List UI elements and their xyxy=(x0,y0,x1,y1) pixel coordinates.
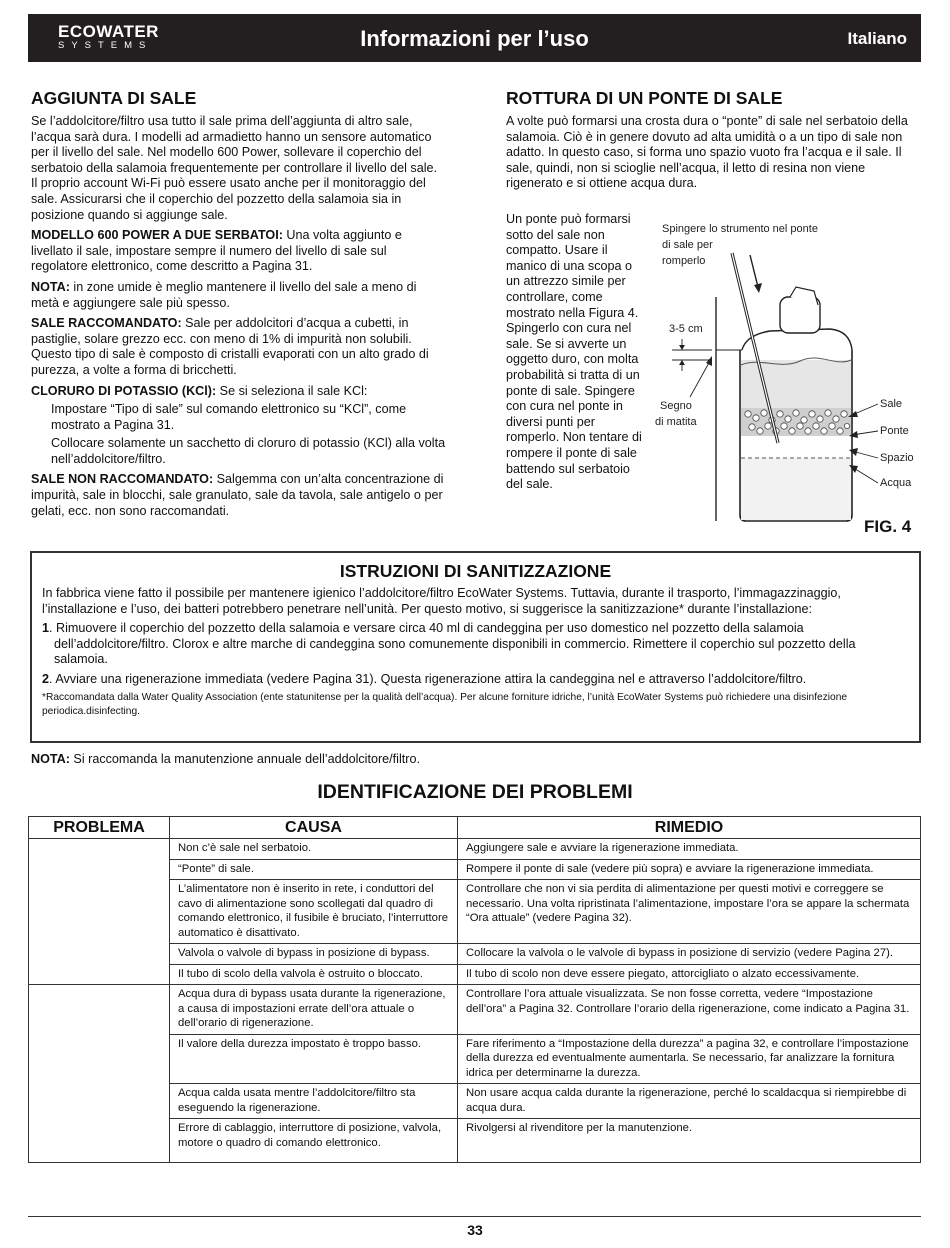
figure-caption: FIG. 4 xyxy=(864,517,912,536)
fig-label-spazio: Spazio xyxy=(880,452,914,464)
brine-tank-drawing xyxy=(672,253,878,521)
fig-label-push-3: romperlo xyxy=(662,255,706,267)
rottura-p2: Un ponte può formarsi sotto del sale non compatto. Usare il manico di una scopa o un attrezzo simile per controllare, come mostrato nella Figura 4. Spingerlo con cura nel sale. Se si avverte un oggetto duro, con molta probabilità si tratta di un ponte di sale. Spingere con cura nel ponte in diversi punti per romperlo. Non tentare di rompere il ponte di sale battendo sul serbatoio del sale. xyxy=(506,212,642,492)
rottura-section xyxy=(506,88,921,192)
table-row xyxy=(29,985,921,1035)
sanitizzazione-footnote: *Raccomandata dalla Water Quality Association (ente statunitense per la qualità dell’acqua). Per alcune forniture idriche, l’unità EcoWater Systems può richiedere una disinfezione periodica.disinfecting. xyxy=(42,691,848,717)
cause-cell: “Ponte” di sale. xyxy=(170,859,458,880)
remedy-cell: Aggiungere sale e avviare la rigenerazione immediata. xyxy=(458,839,921,860)
sanitizzazione-step-2: 2. Avviare una rigenerazione immediata (vedere Pagina 31). Questa rigenerazione attira la candeggina nel e attraverso l’addolcitore/filtro. xyxy=(42,671,807,686)
sanitizzazione-intro: In fabbrica viene fatto il possibile per mantenere igienico l’addolcitore/filtro EcoWater Systems. Tuttavia, durante il trasporto, l’immagazzinaggio, l’installazione e l’uso, dei batteri potrebbero penetrare nell’unità. Per questo motivo, si suggerisce la sanitizzazione* durante l’installazione: xyxy=(42,586,841,616)
aggiunta-p5-item2: Collocare solamente un sacchetto di cloruro di potassio (KCl) alla volta nell’addolcitore/filtro. xyxy=(51,436,446,466)
page-header xyxy=(28,14,921,62)
remedy-cell: Il tubo di scolo non deve essere piegato, attorcigliato o alzato eccessivamente. xyxy=(458,964,921,985)
rottura-p1: A volte può formarsi una crosta dura o “ponte” di sale nel serbatoio della salamoia. Ciò è in genere dovuto ad alta umidità o a un tipo di sale non adatto. In questo caso, si forma uno spazio vuoto fra l’acqua e il sale. Il sale, quindi, non si scioglie nell’acqua, il letto di resina non viene rigenerato e si ottiene acqua dura. xyxy=(506,114,908,191)
problemi-title: IDENTIFICAZIONE DEI PROBLEMI xyxy=(317,781,633,803)
cause-cell: L’alimentatore non è inserito in rete, i conduttori del cavo di alimentazione sono scollegati dal quadro di comando elettronico, il fusibile è bruciato, l’interruttore automatico è disattivato. xyxy=(170,880,458,944)
cause-cell: Il valore della durezza impostato è troppo basso. xyxy=(170,1034,458,1084)
sanitizzazione-step-1: 1. Rimuovere il coperchio del pozzetto della salamoia e versare circa 40 ml di candeggina per uso domestico nel pozzetto della salamoia dell’addolcitore/filtro. Clorox e altre marche di candeggina sono comunemente disponibili in commercio. Rimettere il coperchio sul pozzetto della salamoia. xyxy=(42,621,856,667)
cause-cell: Acqua calda usata mentre l’addolcitore/filtro sta eseguendo la rigenerazione. xyxy=(170,1084,458,1119)
troubleshooting-table xyxy=(28,816,921,1163)
aggiunta-p3: NOTA: in zone umide è meglio mantenere il livello del sale a meno di metà e aggiungere sale più spesso. xyxy=(31,279,417,310)
fig-label-push-2: di sale per xyxy=(662,239,713,251)
fig-label-segno-2: di matita xyxy=(655,416,697,428)
table-header-row xyxy=(29,817,921,839)
page-number: 33 xyxy=(467,1222,483,1238)
cause-cell: Il tubo di scolo della valvola è ostruito o bloccato. xyxy=(170,964,458,985)
aggiunta-p5: CLORURO DI POTASSIO (KCl): Se si seleziona il sale KCl: xyxy=(31,383,368,398)
fig-label-cm: 3-5 cm xyxy=(669,323,703,335)
remedy-cell: Fare riferimento a “Impostazione della durezza” a pagina 32, e controllare l’impostazione della durezza ed eventualmente aumentarla. Se necessario, far analizzare la fornitura idrica per determinarne la durezza. xyxy=(458,1034,921,1084)
remedy-cell: Non usare acqua calda durante la rigenerazione, perché lo scaldacqua si riempirebbe di acqua dura. xyxy=(458,1084,921,1119)
aggiunta-p1: Se l’addolcitore/filtro usa tutto il sale prima dell’aggiunta di altro sale, l’acqua sarà dura. I modelli ad armadietto hanno un sensore automatico per il livello del sale. Nel modello 600 Power, sollevare il coperchio del serbatoio della salamoia frequentemente per controllare il livello del sale. Il proprio account Wi-Fi può essere usato anche per il monitoraggio del sale. Assicurarsi che il coperchio del pozzetto della salamoia sia in posizione quando si aggiunge sale. xyxy=(31,114,438,222)
footer-divider xyxy=(28,1216,921,1217)
fig-label-segno-1: Segno xyxy=(660,400,692,412)
aggiunta-p2: MODELLO 600 POWER A DUE SERBATOI: Una volta aggiunto e livellato il sale, impostare sempre il numero del livello di sale sul regolatore elettronico, come descritto a Pagina 31. xyxy=(31,228,402,274)
cause-cell: Valvola o valvole di bypass in posizione di bypass. xyxy=(170,944,458,965)
logo-brand: ECOWATER xyxy=(58,22,159,41)
cause-cell: Non c’è sale nel serbatoio. xyxy=(170,839,458,860)
header-causa: CAUSA xyxy=(170,817,458,839)
remedy-cell: Controllare l’ora attuale visualizzata. Se non fosse corretta, vedere “Impostazione dell’ora” a Pagina 32. Controllare l’orario della rigenerazione, come indicato a Pagina 31. xyxy=(458,985,921,1035)
page-title: Informazioni per l’uso xyxy=(360,26,589,51)
rottura-title: ROTTURA DI UN PONTE DI SALE xyxy=(506,88,783,108)
cause-cell: Errore di cablaggio, interruttore di posizione, valvola, motore o quadro di comando elettronico. xyxy=(170,1119,458,1163)
remedy-cell: Controllare che non vi sia perdita di alimentazione per questi motivi e correggere se necessario. Una volta ripristinata l’alimentazione, impostare l’ora se appare la schermata “Ora attuale” (vedere Pagina 32). xyxy=(458,880,921,944)
nota-manutenzione: NOTA: Si raccomanda la manutenzione annuale dell’addolcitore/filtro. xyxy=(31,752,420,766)
fig-label-acqua: Acqua xyxy=(880,477,912,489)
header-rimedio: RIMEDIO xyxy=(458,817,921,839)
aggiunta-section xyxy=(31,88,446,524)
sanitizzazione-title: ISTRUZIONI DI SANITIZZAZIONE xyxy=(339,561,612,581)
aggiunta-p6: SALE NON RACCOMANDATO: Salgemma con un’alta concentrazione di impurità, sale in blocchi, sale granulato, sale da tavola, sale antigelo o per gelati, ecc. non sono raccomandati. xyxy=(31,472,444,518)
remedy-cell: Collocare la valvola o le valvole di bypass in posizione di servizio (vedere Pagina 27). xyxy=(458,944,921,965)
problem-cell xyxy=(29,839,170,985)
sanitizzazione-box xyxy=(30,551,921,743)
fig-label-ponte: Ponte xyxy=(880,425,909,437)
remedy-cell: Rompere il ponte di sale (vedere più sopra) e avviare la rigenerazione immediata. xyxy=(458,859,921,880)
remedy-cell: Rivolgersi al rivenditore per la manutenzione. xyxy=(458,1119,921,1163)
fig-label-sale: Sale xyxy=(880,398,903,410)
fig-label-push-1: Spingere lo strumento nel ponte xyxy=(662,223,818,235)
aggiunta-p4: SALE RACCOMANDATO: Sale per addolcitori d’acqua a cubetti, in pastiglie, solare grezzo ecc. con meno di 1% di impurità non solubili. Questo tipo di sale è composto di cristalli evaporati con un alto grado di purezza, a volte a forma di bricchetti. xyxy=(31,316,429,377)
logo-subtitle: SYSTEMS xyxy=(58,40,153,51)
cause-cell: Acqua dura di bypass usata durante la rigenerazione, a causa di impostazioni errate dell’ora attuale o dell’orario di rigenerazione. xyxy=(170,985,458,1035)
aggiunta-title: AGGIUNTA DI SALE xyxy=(31,88,197,108)
header-problema: PROBLEMA xyxy=(29,817,170,839)
language-label: Italiano xyxy=(847,29,907,48)
table-row xyxy=(29,839,921,860)
problem-cell xyxy=(29,985,170,1163)
aggiunta-p5-item1: Impostare “Tipo di sale” sul comando elettronico su “KCl”, come mostrato a Pagina 31. xyxy=(51,402,407,432)
salt-bridge-figure xyxy=(650,215,925,545)
